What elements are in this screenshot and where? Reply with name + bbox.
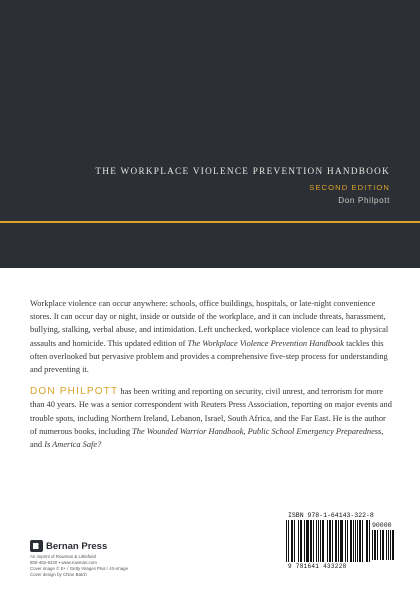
bio-author-name: DON PHILPOTT — [30, 386, 119, 398]
author-name: Don Philpott — [338, 196, 390, 205]
bio-book-3: Is America Safe? — [44, 440, 102, 450]
description-text-1: Workplace violence can occur anywhere: schools, office buildings, hospitals, or late-night convenience stores. It can occur day or night, inside or outside of the workplace, and it can include threats, harassment, bullying, stalking, verbal abuse, and intimidation. Left unchecked, workplace violence can lead to physical assaults and homicide. This updated edition of — [30, 299, 389, 348]
bio-separator-2: , and — [30, 426, 384, 450]
bio-book-1: The Wounded Warrior Handbook — [132, 426, 244, 436]
bio-separator-1: , — [243, 426, 248, 436]
author-bio-paragraph — [30, 385, 392, 451]
barcode-icon — [286, 520, 370, 564]
back-cover-copy — [30, 297, 392, 451]
publisher-imprint: An imprint of Rowman & Littlefield — [30, 554, 96, 559]
price-barcode-icon — [372, 530, 394, 560]
edition-label: SECOND EDITION — [309, 183, 390, 192]
ean-digits: 9 781641 433228 — [288, 563, 347, 570]
description-text-2: tackles this often overlooked but pervasive problem and provides a comprehensive five-step process for understanding and preventing it. — [30, 338, 388, 375]
cover-design-credit: Cover design by Chloe Batch — [30, 572, 87, 577]
barcode-block — [282, 510, 398, 576]
gold-divider — [0, 221, 420, 223]
bio-text: has been writing and reporting on security, civil unrest, and terrorism for more than 40 years. He was a senior correspondent with Reuters Press Association, reporting on major events and trouble spots, including Northern Ireland, Lebanon, Israel, South Africa, and the Far East. He is the author of numerous books, including — [30, 387, 392, 436]
publisher-contact: 800-462-6420 • www.rowman.com — [30, 560, 97, 565]
title-block — [95, 166, 390, 205]
book-title: THE WORKPLACE VIOLENCE PREVENTION HANDBOOK — [95, 166, 390, 176]
isbn-label: ISBN 978-1-64143-322-8 — [288, 512, 374, 519]
publisher-block — [30, 540, 128, 578]
top-dark-band — [0, 0, 420, 268]
description-book-title: The Workplace Violence Prevention Handbook — [187, 338, 344, 348]
bernan-logo-icon — [30, 540, 43, 552]
bio-book-2: Public School Emergency Preparedness — [247, 426, 382, 436]
price-code: 90000 — [372, 522, 392, 529]
publisher-name: Bernan Press — [46, 540, 108, 552]
cover-image-credit: Cover image © E+ / Getty Images Plus / 4X-image — [30, 566, 129, 571]
publisher-logo — [30, 540, 128, 552]
description-paragraph — [30, 297, 392, 376]
